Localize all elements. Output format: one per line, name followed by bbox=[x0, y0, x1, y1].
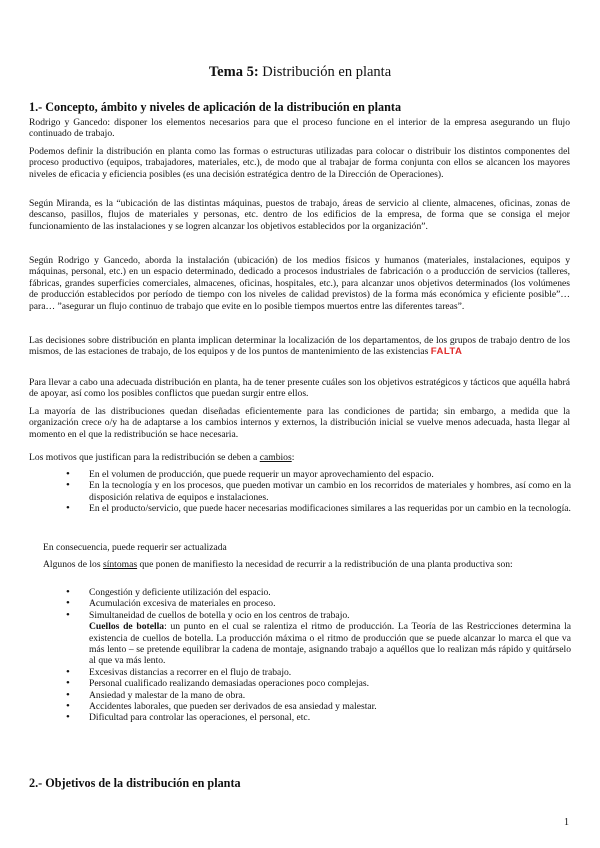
list-item: • Personal cualificado realizando demasiadas operaciones poco complejas. bbox=[66, 678, 571, 689]
section-2-heading: 2.- Objetivos de la distribución en planta bbox=[29, 776, 241, 790]
list-item: • En el volumen de producción, que puede requerir un mayor aprovechamiento del espacio. bbox=[66, 469, 571, 480]
title-prefix: Tema 5: bbox=[208, 64, 259, 80]
paragraph-9: En consecuencia, puede requerir ser actualizada bbox=[43, 542, 227, 553]
sintomas-list bbox=[66, 587, 571, 724]
section-1-heading: 1.- Concepto, ámbito y niveles de aplicación de la distribución en planta bbox=[29, 100, 402, 114]
cambios-term: cambios bbox=[259, 452, 292, 463]
list-item: • Ansiedad y malestar de la mano de obra. bbox=[66, 690, 571, 701]
paragraph-3: Según Miranda, es la “ubicación de las distintas máquinas, puestos de trabajo, áreas de servicio al cliente, almacenes, oficinas, zonas de descanso, pasillos, flujos de materiales y personas, etc. dentro de los edificios de la empresa, de forma que se consiga el mejor funcionamiento de las instalaciones y se logren alcanzar los objetivos establecidos por la organización”. bbox=[29, 198, 570, 232]
sintomas-term: síntomas bbox=[102, 559, 138, 570]
list-item: • Simultaneidad de cuellos de botella y ocio en los centros de trabajo. bbox=[66, 610, 571, 621]
list-item: • Dificultad para controlar las operaciones, el personal, etc. bbox=[66, 712, 571, 723]
list-item: • En el producto/servicio, que puede hacer necesarias modificaciones similares a las requeridas por un cambio en la tecnología. bbox=[66, 503, 571, 514]
list-item: • Congestión y deficiente utilización del espacio. bbox=[66, 587, 571, 598]
list-item: • En la tecnología y en los procesos, que pueden motivar un cambio en los recorridos de materiales y hombres, así como en la disposición relativa de equipos e instalaciones. bbox=[66, 480, 571, 503]
paragraph-10-post: que ponen de manifiesto la necesidad de recurrir a la redistribución de una planta productiva son: bbox=[137, 559, 513, 570]
paragraph-5 bbox=[29, 335, 570, 358]
page-title bbox=[0, 64, 600, 81]
cuellos-term: Cuellos de botella bbox=[89, 621, 165, 633]
cuellos-de-botella-note bbox=[66, 621, 571, 667]
paragraph-8 bbox=[29, 452, 570, 463]
paragraph-6: Para llevar a cabo una adecuada distribución en planta, ha de tener presente cuáles son los objetivos estratégicos y tácticos que aquélla habrá de apoyar, así como los posibles conflictos que puedan surgir entre ellos. bbox=[29, 377, 570, 400]
paragraph-4: Según Rodrigo y Gancedo, aborda la instalación (ubicación) de los medios físicos y humanos (materiales, instalaciones, equipos y máquinas, personal, etc.) en un espacio determinado, dedicado a procesos industriales de fabricación o a producción de servicios (talleres, fábricas, grandes superficies comerciales, almacenes, oficinas, hospitales, etc.), para alcanzar unos objetivos determinados (los volúmenes de producción establecidos por período de tiempo con los niveles de calidad previstos) de la forma más económica y eficiente posible”… para… ”asegurar un flujo continuo de trabajo que evite en lo posible tiempos muertos entre las diferentes tareas”. bbox=[29, 255, 570, 312]
title-text: Distribución en planta bbox=[258, 64, 392, 80]
paragraph-5-text: Las decisiones sobre distribución en planta implican determinar la localización de los departamentos, de los grupos de trabajo dentro de los mismos, de las estaciones de trabajo, de los equipos y de los puntos de mantenimiento de las existencias bbox=[29, 335, 570, 358]
paragraph-8-pre: Los motivos que justifican para la redistribución se deben a bbox=[29, 452, 260, 463]
paragraph-10 bbox=[43, 559, 570, 570]
cuellos-definition: : un punto en el cual se ralentiza el ritmo de producción. La Teoría de las Restricciones determina la existencia de cuellos de botella. La producción máxima o el ritmo de producción que se puede alcanzar lo marca el que va más lento – se pretende equilibrar la cadena de montaje, asignando trabajo a aquéllos que lo realizan más rápido y quitárselo al que va más lento. bbox=[89, 621, 571, 667]
page-number: 1 bbox=[564, 817, 569, 828]
paragraph-2: Podemos definir la distribución en planta como las formas o estructuras utilizadas para colocar o distribuir los distintos componentes del proceso productivo (equipos, trabajadores, materiales, etc.), de modo que al trabajar de forma conjunta con ellos se alcancen los mayores niveles de eficacia y eficiencia posibles (es una decisión estratégica dentro de la Dirección de Operaciones). bbox=[29, 146, 570, 180]
paragraph-8-post: : bbox=[291, 452, 295, 463]
paragraph-7: La mayoría de las distribuciones quedan diseñadas eficientemente para las condiciones de partida; sin embargo, a medida que la organización crece o/y ha de adaptarse a los cambios internos y externos, la distribución inicial se vuelve menos adecuada, hasta llegar al momento en el que la redistribución se hace necesaria. bbox=[29, 406, 570, 440]
cambios-list bbox=[66, 469, 571, 515]
paragraph-1: Rodrigo y Gancedo: disponer los elementos necesarios para que el proceso funcione en el interior de la empresa asegurando un flujo continuado de trabajo. bbox=[29, 117, 570, 140]
falta-marker: FALTA bbox=[430, 346, 463, 358]
list-item: • Accidentes laborales, que pueden ser derivados de esa ansiedad y malestar. bbox=[66, 701, 571, 712]
list-item: • Acumulación excesiva de materiales en proceso. bbox=[66, 598, 571, 609]
list-item: • Excesivas distancias a recorrer en el flujo de trabajo. bbox=[66, 667, 571, 678]
paragraph-10-pre: Algunos de los bbox=[43, 559, 103, 570]
